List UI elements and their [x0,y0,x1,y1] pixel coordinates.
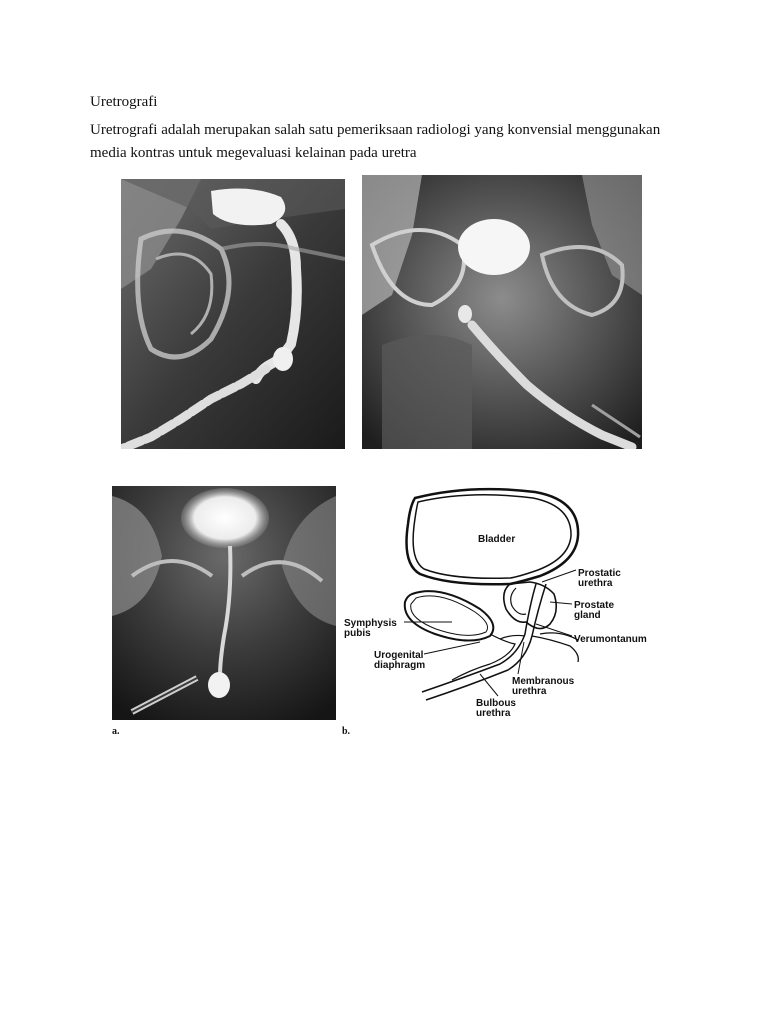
label-bladder: Bladder [478,534,516,545]
label-bulbous-urethra-1: Bulbous [476,698,516,709]
document-heading: Uretrografi [90,94,158,110]
xray-image-voiding-cystourethrogram [112,486,336,720]
label-prostate-gland-2: gland [574,610,601,621]
caption-a: a. [112,726,120,737]
label-urogenital-diaphragm-2: diaphragm [374,660,426,671]
label-prostatic-urethra-1: Prostatic [578,568,621,579]
label-bulbous-urethra-2: urethra [476,708,511,719]
xray-image-oblique-urethrogram [121,179,345,449]
label-prostate-gland-1: Prostate [574,600,615,611]
caption-b: b. [342,726,351,737]
label-symphysis-pubis-2: pubis [344,628,371,639]
label-urogenital-diaphragm-1: Urogenital [374,650,424,661]
urethra-anatomy-diagram [340,484,662,724]
document-paragraph: Uretrografi adalah merupakan salah satu pemeriksaan radiologi yang konvensial menggunakan media kontras untuk megevaluasi kelainan pada uretra [90,122,661,161]
label-prostatic-urethra-2: urethra [578,578,613,589]
label-membranous-urethra-2: urethra [512,686,547,697]
label-verumontanum: Verumontanum [574,634,647,645]
xray-image-ap-urethrogram [362,175,642,449]
label-membranous-urethra-1: Membranous [512,676,575,687]
label-symphysis-pubis-1: Symphysis [344,618,397,629]
